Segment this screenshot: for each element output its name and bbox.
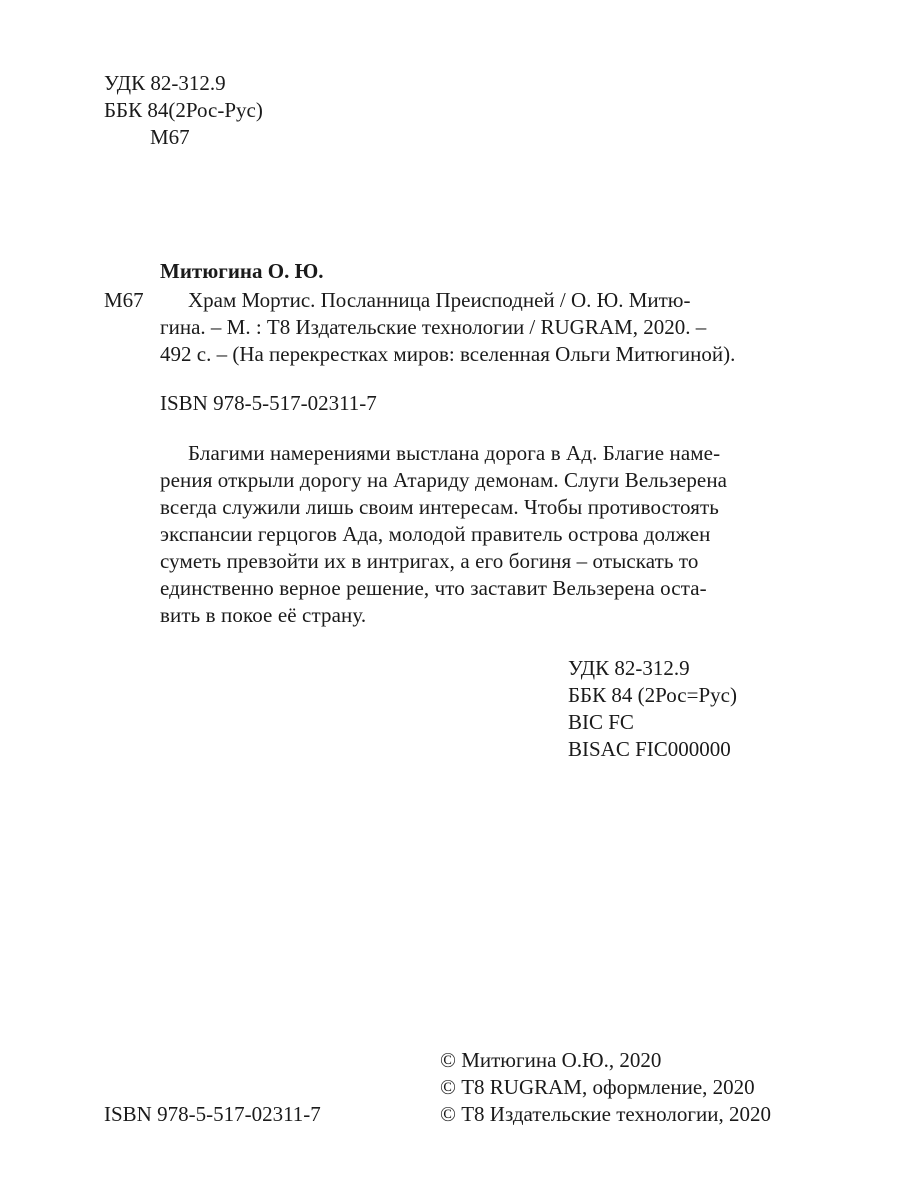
abstract-line: единственно верное решение, что заставит Вельзерена оста- xyxy=(160,576,707,600)
code-udk: УДК 82-312.9 xyxy=(568,656,690,680)
abstract-line: Благими намерениями выстлана дорога в Ад. Благие наме- xyxy=(188,441,721,465)
code-bbk: ББК 84 (2Рос=Рус) xyxy=(568,683,737,707)
copyright-notices xyxy=(440,1047,840,1128)
bibliographic-line: гина. – М. : Т8 Издательские технологии / RUGRAM, 2020. – xyxy=(160,315,707,339)
abstract-line: экспансии герцогов Ада, молодой правитель острова должен xyxy=(160,522,711,546)
header-udk: УДК 82-312.9 xyxy=(104,71,226,95)
copyright-line: © Т8 RUGRAM, оформление, 2020 xyxy=(440,1075,755,1099)
classification-codes xyxy=(568,655,818,763)
header-classification-block xyxy=(104,70,404,151)
copyright-line: © Митюгина О.Ю., 2020 xyxy=(440,1048,662,1072)
author-name: Митюгина О. Ю. xyxy=(160,259,324,283)
author-mark: М67 xyxy=(104,288,144,312)
header-bbk: ББК 84(2Рос-Рус) xyxy=(104,98,263,122)
code-bic: BIC FC xyxy=(568,710,634,734)
abstract-line: рения открыли дорогу на Атариду демонам. Слуги Вельзерена xyxy=(160,468,728,492)
record-isbn: ISBN 978-5-517-02311-7 xyxy=(160,391,377,415)
bibliographic-entry xyxy=(104,287,764,368)
code-bisac: BISAC FIC000000 xyxy=(568,737,731,761)
abstract xyxy=(160,440,760,629)
header-author-mark: М67 xyxy=(150,125,190,149)
footer-isbn: ISBN 978-5-517-02311-7 xyxy=(104,1102,321,1126)
abstract-line: вить в покое её страну. xyxy=(160,603,367,627)
bibliographic-line: Храм Мортис. Посланница Преисподней / О. Ю. Митю- xyxy=(188,288,691,312)
abstract-line: суметь превзойти их в интригах, а его богиня – отыскать то xyxy=(160,549,699,573)
bibliographic-record xyxy=(104,258,764,417)
abstract-line: всегда служили лишь своим интересам. Чтобы противостоять xyxy=(160,495,719,519)
bibliographic-line: 492 с. – (На перекрестках миров: вселенная Ольги Митюгиной). xyxy=(160,342,736,366)
copyright-line: © Т8 Издательские технологии, 2020 xyxy=(440,1102,771,1126)
